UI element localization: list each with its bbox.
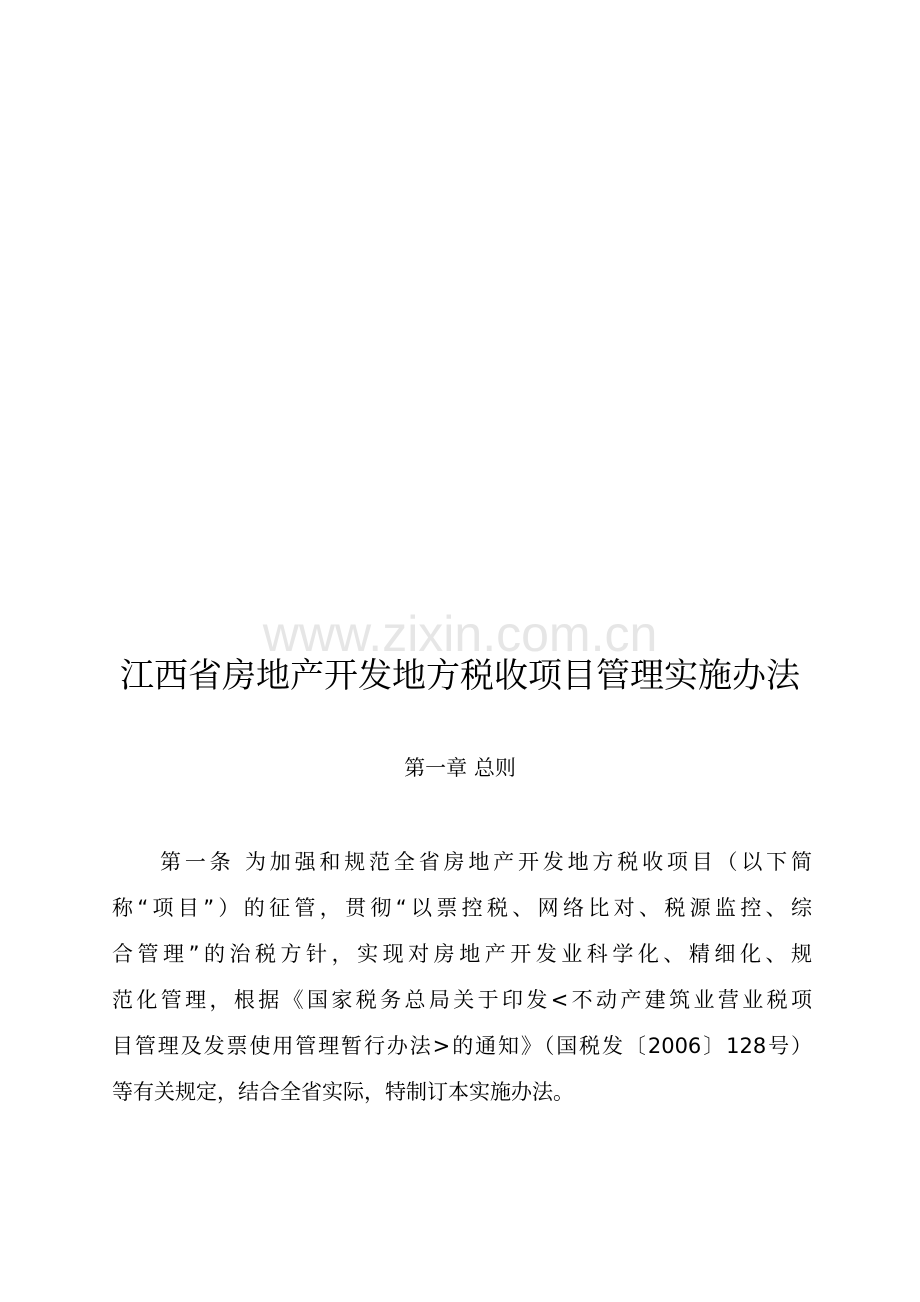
article-line: 合管理”的治税方针，实现对房地产开发业科学化、精细化、规 xyxy=(112,942,812,966)
document-title: 江西省房地产开发地方税收项目管理实施办法 xyxy=(120,656,800,696)
article-line: 第一条 为加强和规范全省房地产开发地方税收项目（以下简 xyxy=(160,850,812,874)
article-line: 等有关规定，结合全省实际，特制订本实施办法。 xyxy=(112,1080,574,1104)
article-line: 目管理及发票使用管理暂行办法>的通知》（国税发〔2006〕128号） xyxy=(112,1034,812,1058)
article-paragraph xyxy=(112,842,812,1118)
watermark-text: www.zixin.com.cn xyxy=(262,606,658,662)
chapter-heading: 第一章 总则 xyxy=(404,756,516,780)
article-line: 称“项目”）的征管，贯彻“以票控税、网络比对、税源监控、综 xyxy=(112,896,812,920)
article-line: 范化管理，根据《国家税务总局关于印发<不动产建筑业营业税项 xyxy=(112,988,812,1012)
